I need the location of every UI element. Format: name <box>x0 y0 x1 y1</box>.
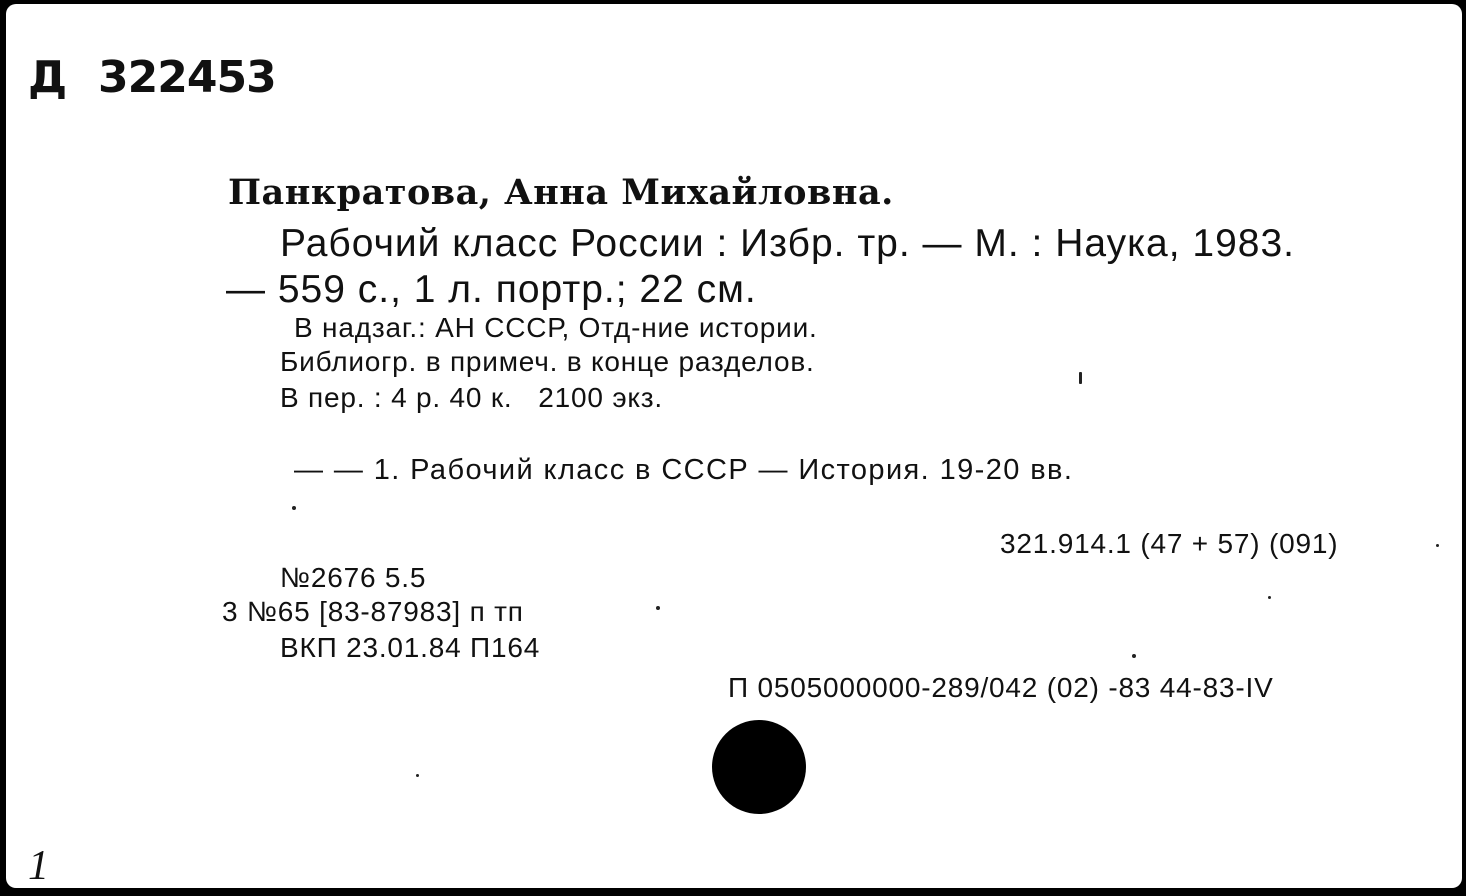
speck <box>656 606 660 610</box>
subject-heading: — — 1. Рабочий класс в СССР — История. 19-20 вв. <box>294 454 1074 486</box>
price-code: П 0505000000-289/042 (02) -83 44-83-IV <box>728 672 1274 703</box>
code-line-3: ВКП 23.01.84 П164 <box>280 632 541 663</box>
catalog-card <box>6 4 1462 888</box>
speck <box>1132 654 1136 658</box>
speck <box>1079 372 1082 384</box>
speck <box>416 774 419 777</box>
punch-hole <box>712 720 806 814</box>
note-line-2: Библиогр. в примеч. в конце разделов. <box>280 346 815 377</box>
code-line-1: №2676 5.5 <box>280 562 427 593</box>
corner-mark: 1 <box>28 843 49 888</box>
stamp-letter: Д <box>28 52 67 103</box>
speck <box>1436 544 1439 547</box>
classification-code: 321.914.1 (47 + 57) (091) <box>1000 528 1339 559</box>
author-heading: Панкратова, Анна Михайловна. <box>228 172 894 213</box>
title-line-2: — 559 с., 1 л. портр.; 22 см. <box>226 268 757 311</box>
speck <box>292 506 296 510</box>
title-line-1: Рабочий класс России : Избр. тр. — М. : Наука, 1983. <box>280 222 1296 265</box>
speck <box>1268 596 1271 599</box>
code-line-2: 3 №65 [83-87983] п тп <box>222 596 524 627</box>
note-line-3: В пер. : 4 р. 40 к. 2100 экз. <box>280 382 663 413</box>
stamp-number: 322453 <box>98 52 276 103</box>
note-line-1: В надзаг.: АН СССР, Отд-ние истории. <box>294 312 818 343</box>
